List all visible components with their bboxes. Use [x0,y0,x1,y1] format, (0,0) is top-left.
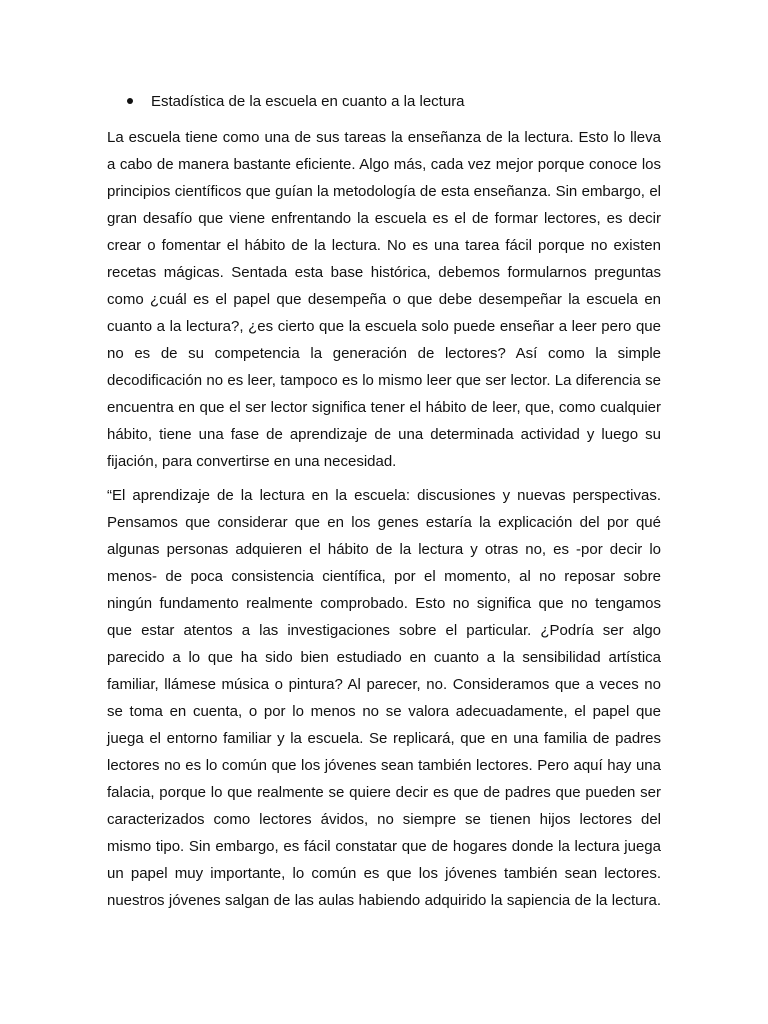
paragraph-line: fijación, para convertirse en una necesidad. [107,453,397,470]
paragraph-line: decodificación no es leer, tampoco es lo mismo leer que ser lector. La diferencia se [107,372,661,389]
paragraph-line: hábito, tiene una fase de aprendizaje de una determinada actividad y luego su [107,426,661,443]
paragraph-line: se toma en cuenta, o por lo menos no se valora adecuadamente, el papel que [107,703,661,720]
paragraph-line: recetas mágicas. Sentada esta base histórica, debemos formularnos preguntas [107,264,661,281]
paragraph-line: “El aprendizaje de la lectura en la escuela: discusiones y nuevas perspectivas. [107,487,661,504]
paragraph-2 [107,482,661,914]
bullet-icon [127,98,133,104]
paragraph-1 [107,124,661,475]
paragraph-line: encuentra en que el ser lector significa tener el hábito de leer, que, como cualquier [107,399,661,416]
paragraph-line: La escuela tiene como una de sus tareas la enseñanza de la lectura. Esto lo lleva [107,129,661,146]
paragraph-line: un papel muy importante, lo común es que los jóvenes también sean lectores. [107,865,661,882]
paragraph-line: juega el entorno familiar y la escuela. Se replicará, que en una familia de padres [107,730,661,747]
paragraph-line: no es de su competencia la generación de lectores? Así como la simple [107,345,661,362]
paragraph-line: mismo tipo. Sin embargo, es fácil constatar que de hogares donde la lectura juega [107,838,661,855]
section-heading: Estadística de la escuela en cuanto a la lectura [151,92,465,110]
paragraph-line: Pensamos que considerar que en los genes estaría la explicación del por qué [107,514,661,531]
bullet-list-item [124,90,465,112]
paragraph-line: falacia, porque lo que realmente se quiere decir es que de padres que pueden ser [107,784,661,801]
paragraph-line: a cabo de manera bastante eficiente. Algo más, cada vez mejor porque conoce los [107,156,661,173]
paragraph-line: que estar atentos a las investigaciones sobre el particular. ¿Podría ser algo [107,622,661,639]
paragraph-line: menos- de poca consistencia científica, por el momento, al no reposar sobre [107,568,661,585]
paragraph-line: caracterizados como lectores ávidos, no siempre se tienen hijos lectores del [107,811,661,828]
paragraph-line: cuanto a la lectura?, ¿es cierto que la escuela solo puede enseñar a leer pero que [107,318,661,335]
paragraph-line: lectores no es lo común que los jóvenes sean también lectores. Pero aquí hay una [107,757,661,774]
paragraph-line: como ¿cuál es el papel que desempeña o que debe desempeñar la escuela en [107,291,661,308]
paragraph-line: gran desafío que viene enfrentando la escuela es el de formar lectores, es decir [107,210,661,227]
paragraph-line: ningún fundamento realmente comprobado. Esto no significa que no tengamos [107,595,661,612]
paragraph-line: crear o fomentar el hábito de la lectura. No es una tarea fácil porque no existen [107,237,661,254]
paragraph-line: algunas personas adquieren el hábito de la lectura y otras no, es -por decir lo [107,541,661,558]
paragraph-line: nuestros jóvenes salgan de las aulas habiendo adquirido la sapiencia de la lectura. [107,892,661,909]
paragraph-line: parecido a lo que ha sido bien estudiado en cuanto a la sensibilidad artística [107,649,661,666]
paragraph-line: principios científicos que guían la metodología de esta enseñanza. Sin embargo, el [107,183,661,200]
paragraph-line: familiar, llámese música o pintura? Al parecer, no. Consideramos que a veces no [107,676,661,693]
